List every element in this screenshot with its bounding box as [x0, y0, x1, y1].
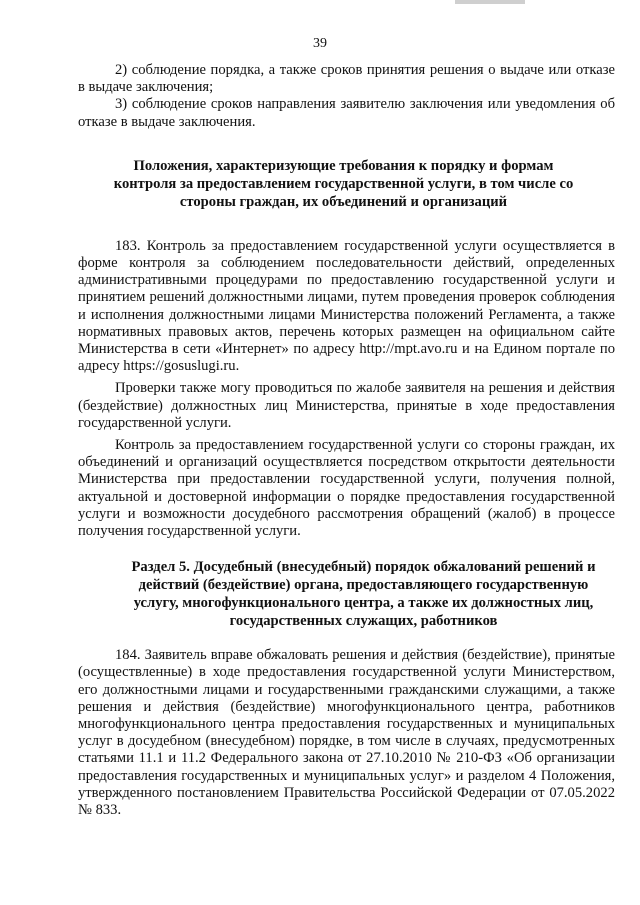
paragraph-183: 183. Контроль за предоставлением государственной услуги осуществляется в форме контроля за соблюдением последовательности действий, определенных административными процедурами по предоставлению государственной услуги и принятием решений должностными лицами, путем проведения проверок соблюдения и исполнения должностными лицами Министерства положений Регламента, а также нормативных правовых актов, перечень которых размещен на официальном сайте Министерства в сети «Интернет» по адресу http://mpt.avo.ru и на Едином портале по адресу https://gosuslugi.ru.: [78, 237, 615, 375]
page-number: 39: [313, 36, 327, 51]
scan-corner-mark: [455, 0, 525, 4]
section-heading-control: Положения, характеризующие требования к порядку и формам контроля за предоставлением государственной услуги, в том числе со стороны граждан, их объединений и организаций: [113, 157, 574, 210]
paragraph-condition-3: 3) соблюдение сроков направления заявителю заключения или уведомления об отказе в выдаче заключения.: [78, 96, 615, 130]
paragraph-inspections: Проверки также могу проводиться по жалобе заявителя на решения и действия (бездействие) должностных лиц Министерства, принятые в ходе предоставления государственной услуги.: [78, 380, 615, 431]
paragraph-public-control: Контроль за предоставлением государственной услуги со стороны граждан, их объединений и организаций осуществляется посредством открытости деятельности Министерства при предоставлении государственной услуги, получения полной, актуальной и достоверной информации о порядке предоставления государственной услуги и возможности досудебного рассмотрения обращений (жалоб) в процессе получения государственной услуги.: [78, 437, 615, 540]
section-heading-section-5: Раздел 5. Досудебный (внесудебный) порядок обжалований решений и действий (бездействие) органа, предоставляющего государственную услугу, многофункционального центра, а также их должностных лиц, государственных служащих, работников: [131, 559, 596, 630]
paragraph-184: 184. Заявитель вправе обжаловать решения и действия (бездействие), принятые (осуществленные) в ходе предоставления государственной услуги Министерством, его должностными лицами и государственными гражданскими служащими, а также решения и действия (бездействие) многофункционального центра, работников многофункционального центра предоставления государственных и муниципальных услуг в досудебном (внесудебном) порядке, в том числе в случаях, предусмотренных статьями 11.1 и 11.2 Федерального закона от 27.10.2010 № 210-ФЗ «Об организации предоставления государственных и муниципальных услуг» и разделом 4 Положения, утвержденного постановлением Правительства Российской Федерации от 07.05.2022 № 833.: [78, 647, 615, 819]
document-body: [78, 62, 615, 819]
paragraph-condition-2: 2) соблюдение порядка, а также сроков принятия решения о выдаче или отказе в выдаче заключения;: [78, 62, 615, 96]
